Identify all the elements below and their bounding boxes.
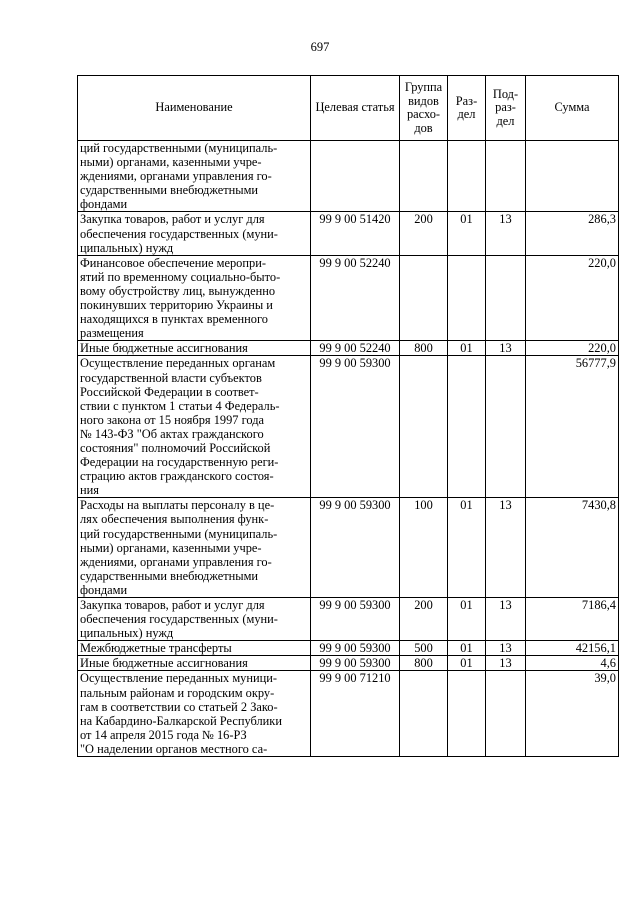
- cell-target-article: 99 9 00 51420: [311, 212, 400, 255]
- cell-expense-group: [400, 141, 448, 212]
- cell-expense-group: [400, 671, 448, 757]
- budget-table: [77, 75, 619, 757]
- table-row: [78, 255, 619, 341]
- cell-expense-group: 800: [400, 341, 448, 356]
- cell-section: [448, 671, 486, 757]
- header-target-article: Целевая статья: [311, 76, 400, 141]
- cell-subsection: [486, 671, 526, 757]
- cell-subsection: [486, 255, 526, 341]
- table-row: [78, 671, 619, 757]
- cell-section: 01: [448, 656, 486, 671]
- cell-section: [448, 141, 486, 212]
- header-subsection: Под-раз-дел: [486, 76, 526, 141]
- table-row: [78, 356, 619, 498]
- cell-section: 01: [448, 212, 486, 255]
- cell-expense-group: 800: [400, 656, 448, 671]
- cell-amount: 220,0: [526, 255, 619, 341]
- cell-name: Иные бюджетные ассигнования: [78, 341, 311, 356]
- cell-subsection: 13: [486, 598, 526, 641]
- cell-subsection: 13: [486, 212, 526, 255]
- cell-name: ций государственными (муниципаль- ными) органами, казенными учре- ждениями, органами управления го- сударственными внебюджетными фондами: [78, 141, 311, 212]
- table-body: [78, 141, 619, 757]
- table-row: [78, 641, 619, 656]
- cell-name: Закупка товаров, работ и услуг для обеспечения государственных (муни- ципальных) нужд: [78, 598, 311, 641]
- cell-name: Иные бюджетные ассигнования: [78, 656, 311, 671]
- table-header-row: [78, 76, 619, 141]
- table-row: [78, 141, 619, 212]
- table-row: [78, 656, 619, 671]
- cell-section: 01: [448, 498, 486, 598]
- cell-subsection: [486, 141, 526, 212]
- cell-target-article: 99 9 00 59300: [311, 598, 400, 641]
- cell-target-article: 99 9 00 59300: [311, 356, 400, 498]
- header-amount: Сумма: [526, 76, 619, 141]
- table-row: [78, 598, 619, 641]
- cell-target-article: [311, 141, 400, 212]
- cell-target-article: 99 9 00 59300: [311, 498, 400, 598]
- cell-expense-group: [400, 255, 448, 341]
- cell-expense-group: 200: [400, 212, 448, 255]
- header-section: Раз-дел: [448, 76, 486, 141]
- page-number: 697: [310, 40, 330, 54]
- cell-section: 01: [448, 341, 486, 356]
- cell-section: 01: [448, 641, 486, 656]
- cell-amount: [526, 141, 619, 212]
- cell-amount: 42156,1: [526, 641, 619, 656]
- cell-subsection: [486, 356, 526, 498]
- cell-subsection: 13: [486, 656, 526, 671]
- cell-amount: 39,0: [526, 671, 619, 757]
- cell-target-article: 99 9 00 71210: [311, 671, 400, 757]
- cell-amount: 7186,4: [526, 598, 619, 641]
- cell-section: [448, 356, 486, 498]
- header-name: Наименование: [78, 76, 311, 141]
- header-expense-group: Группа видов расхо-дов: [400, 76, 448, 141]
- table-row: [78, 341, 619, 356]
- cell-target-article: 99 9 00 59300: [311, 656, 400, 671]
- cell-name: Закупка товаров, работ и услуг для обеспечения государственных (муни- ципальных) нужд: [78, 212, 311, 255]
- cell-amount: 4,6: [526, 656, 619, 671]
- cell-expense-group: [400, 356, 448, 498]
- cell-subsection: 13: [486, 341, 526, 356]
- cell-expense-group: 100: [400, 498, 448, 598]
- cell-section: [448, 255, 486, 341]
- cell-name: Финансовое обеспечение меропри- ятий по временному социально-быто- вому обустройству лиц, вынужденно покинувших территорию Украины и находящихся в пунктах временного размещения: [78, 255, 311, 341]
- cell-name: Расходы на выплаты персоналу в це- лях обеспечения выполнения функ- ций государственными (муниципаль- ными) органами, казенными учре- ждениями, органами управления го- сударственными внебюджетными фондами: [78, 498, 311, 598]
- cell-expense-group: 200: [400, 598, 448, 641]
- cell-expense-group: 500: [400, 641, 448, 656]
- cell-amount: 7430,8: [526, 498, 619, 598]
- cell-amount: 286,3: [526, 212, 619, 255]
- table-row: [78, 498, 619, 598]
- cell-name: Осуществление переданных органам государственной власти субъектов Российской Федерации в соответ- ствии с пунктом 1 статьи 4 Федераль- ного закона от 15 ноября 1997 года № 143-ФЗ "Об актах гражданского состояния" полномочий Российской Федерации на государственную реги- страцию актов гражданского состоя- ния: [78, 356, 311, 498]
- cell-subsection: 13: [486, 498, 526, 598]
- cell-name: Осуществление переданных муници- пальным районам и городским окру- гам в соответствии со статьей 2 Зако- на Кабардино-Балкарской Республики от 14 апреля 2015 года № 16-РЗ "О наделении органов местного са-: [78, 671, 311, 757]
- table-row: [78, 212, 619, 255]
- cell-target-article: 99 9 00 59300: [311, 641, 400, 656]
- cell-amount: 220,0: [526, 341, 619, 356]
- cell-section: 01: [448, 598, 486, 641]
- cell-amount: 56777,9: [526, 356, 619, 498]
- cell-name: Межбюджетные трансферты: [78, 641, 311, 656]
- cell-target-article: 99 9 00 52240: [311, 341, 400, 356]
- cell-target-article: 99 9 00 52240: [311, 255, 400, 341]
- cell-subsection: 13: [486, 641, 526, 656]
